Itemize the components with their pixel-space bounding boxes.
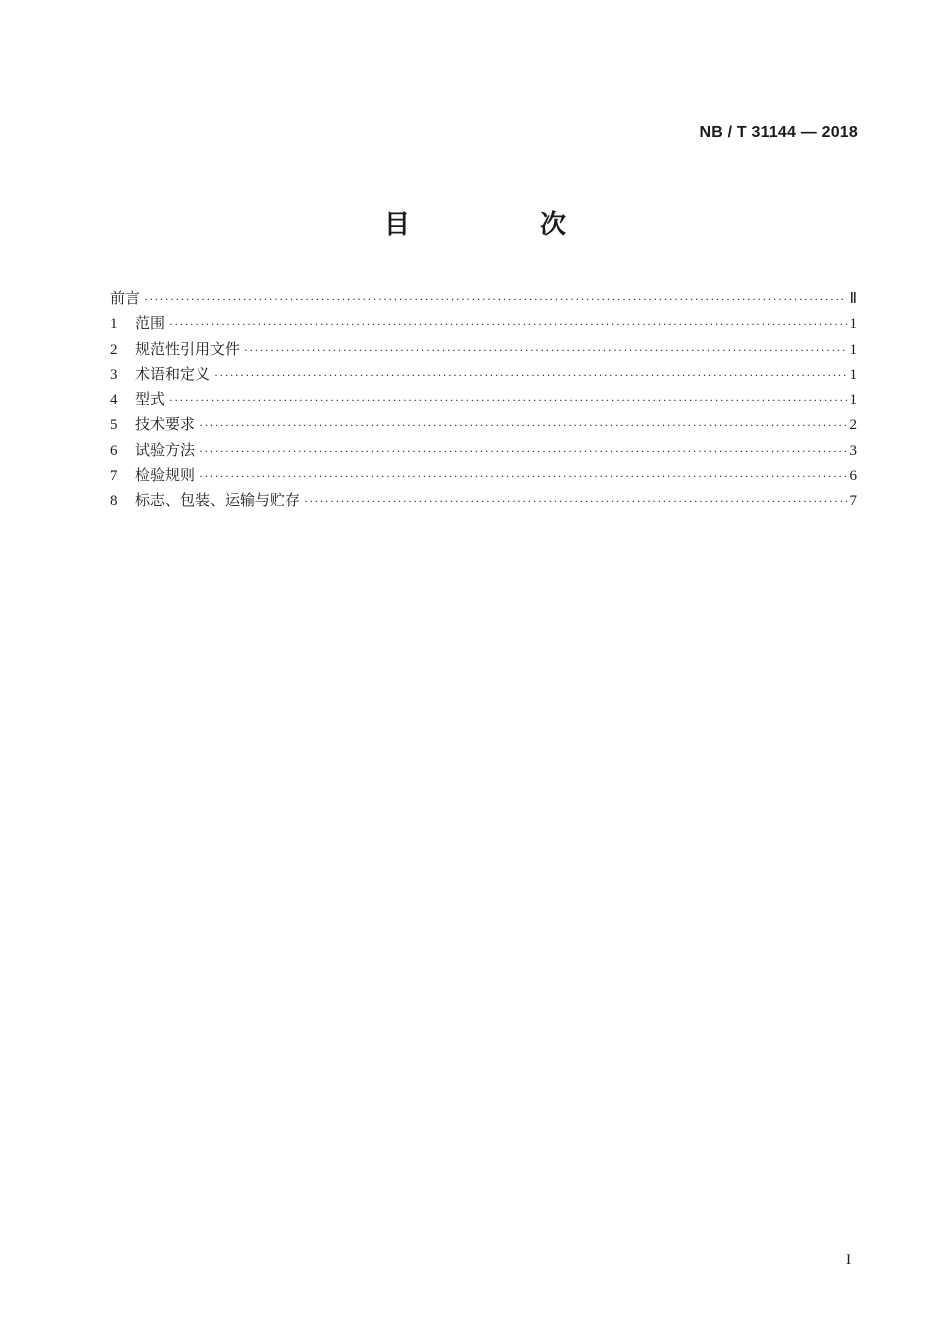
toc-entry-page: Ⅱ [849,291,857,307]
toc-entry-4[interactable] [110,387,857,412]
toc-entry-number: 8 [110,493,118,510]
toc-entry-2[interactable] [110,337,857,362]
toc-entry-label: 试验方法 [135,440,196,459]
toc-title: 目 次 [383,210,618,240]
toc-entry-number: 6 [110,442,118,459]
toc-entry-page: 1 [849,316,857,333]
toc-entry-1[interactable] [110,311,857,336]
toc-entry-number: 7 [110,468,118,485]
toc-entry-page: 7 [849,493,857,510]
toc-entry-5[interactable] [110,412,857,437]
toc-entry-label: 标志、包装、运输与贮存 [135,491,301,510]
toc-entry-page: 1 [849,341,857,358]
toc-entry-label: 术语和定义 [135,364,211,383]
toc-entry-label: 检验规则 [135,466,196,485]
toc-leader-dots [144,287,847,312]
toc-entry-number: 5 [110,417,118,434]
toc-entry-8[interactable] [110,488,857,513]
standard-code: NB / T 31144 — 2018 [699,124,858,141]
toc-entry-foreword[interactable] [110,286,857,311]
toc-entry-label: 范围 [135,314,166,333]
toc-entry-number: 4 [110,392,118,409]
toc-entry-number: 3 [110,366,118,383]
toc-entry-label: 规范性引用文件 [135,339,241,358]
toc-leader-dots [199,413,846,438]
toc-leader-dots [199,464,846,489]
toc-entry-page: 2 [849,417,857,434]
toc-leader-dots [169,312,846,337]
toc-leader-dots [199,439,846,464]
toc-entry-label: 型式 [135,390,166,409]
toc-entry-number: 1 [110,316,118,333]
toc-entry-page: 6 [849,468,857,485]
toc-entry-label: 技术要求 [135,415,196,434]
page-number: I [846,1252,851,1268]
toc-leader-dots [169,388,846,413]
toc-entry-number: 2 [110,341,118,358]
toc-entry-label: 前言 [110,289,141,307]
toc-entry-6[interactable] [110,438,857,463]
toc-entry-page: 3 [849,442,857,459]
table-of-contents [110,286,857,514]
toc-entry-page: 1 [849,366,857,383]
toc-leader-dots [214,363,846,388]
toc-leader-dots [304,489,846,514]
toc-leader-dots [244,338,846,363]
toc-entry-page: 1 [849,392,857,409]
toc-entry-7[interactable] [110,463,857,488]
toc-entry-3[interactable] [110,362,857,387]
